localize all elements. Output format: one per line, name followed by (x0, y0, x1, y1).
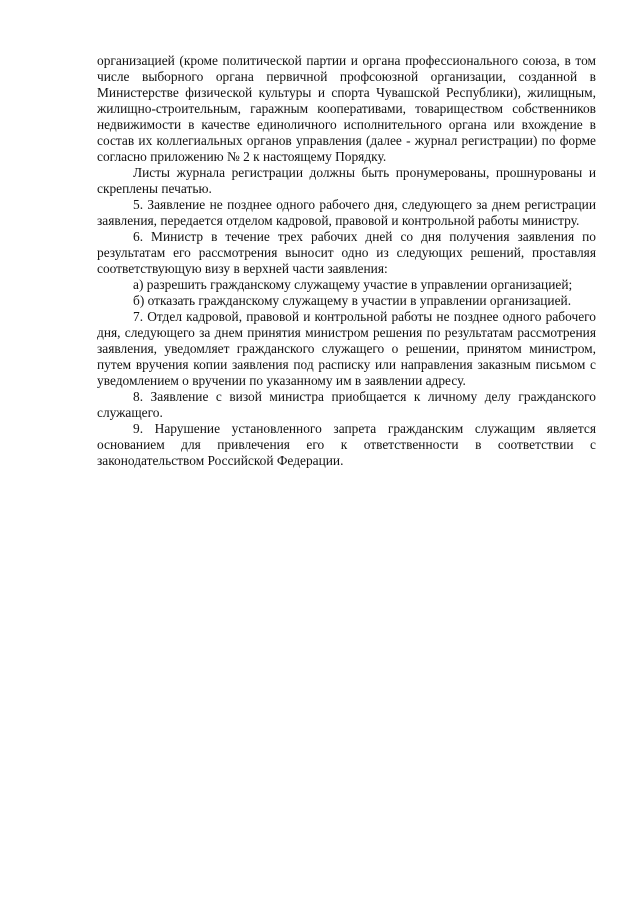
paragraph-item-9: 9. Нарушение установленного запрета гражданским служащим является основанием для привлечения его к ответственности в соответствии с законодательством Российской Федерации. (97, 421, 596, 468)
paragraph-continuation: организацией (кроме политической партии и органа профессионального союза, в том числе выборного органа первичной профсоюзной организации, созданной в Министерстве физической культуры и спорта Чувашской Республики), жилищным, жилищно-строительным, гаражным кооперативами, товариществом собственников недвижимости в качестве единоличного исполнительного органа или вхождение в состав их коллегиальных органов управления (далее - журнал регистрации) по форме согласно приложению № 2 к настоящему Порядку. (97, 53, 596, 164)
paragraph-registry-sheets: Листы журнала регистрации должны быть пронумерованы, прошнурованы и скреплены печатью. (97, 165, 596, 196)
paragraph-item-8: 8. Заявление с визой министра приобщается к личному делу гражданского служащего. (97, 389, 596, 420)
paragraph-item-7: 7. Отдел кадровой, правовой и контрольной работы не позднее одного рабочего дня, следующего за днем принятия министром решения по результатам рассмотрения заявления, уведомляет гражданского служащего о решении, принятом министром, путем вручения копии заявления под расписку или направления заказным письмом с уведомлением о вручении по указанному им в заявлении адресу. (97, 309, 596, 388)
paragraph-item-6: 6. Министр в течение трех рабочих дней со дня получения заявления по результатам его рассмотрения выносит одно из следующих решений, проставляя соответствующую визу в верхней части заявления: (97, 229, 596, 276)
paragraph-item-5: 5. Заявление не позднее одного рабочего дня, следующего за днем регистрации заявления, передается отделом кадровой, правовой и контрольной работы министру. (97, 197, 596, 228)
paragraph-option-b: б) отказать гражданскому служащему в участии в управлении организацией. (133, 293, 572, 308)
document-body (97, 53, 596, 469)
paragraph-option-a: а) разрешить гражданскому служащему участие в управлении организацией; (133, 277, 573, 292)
